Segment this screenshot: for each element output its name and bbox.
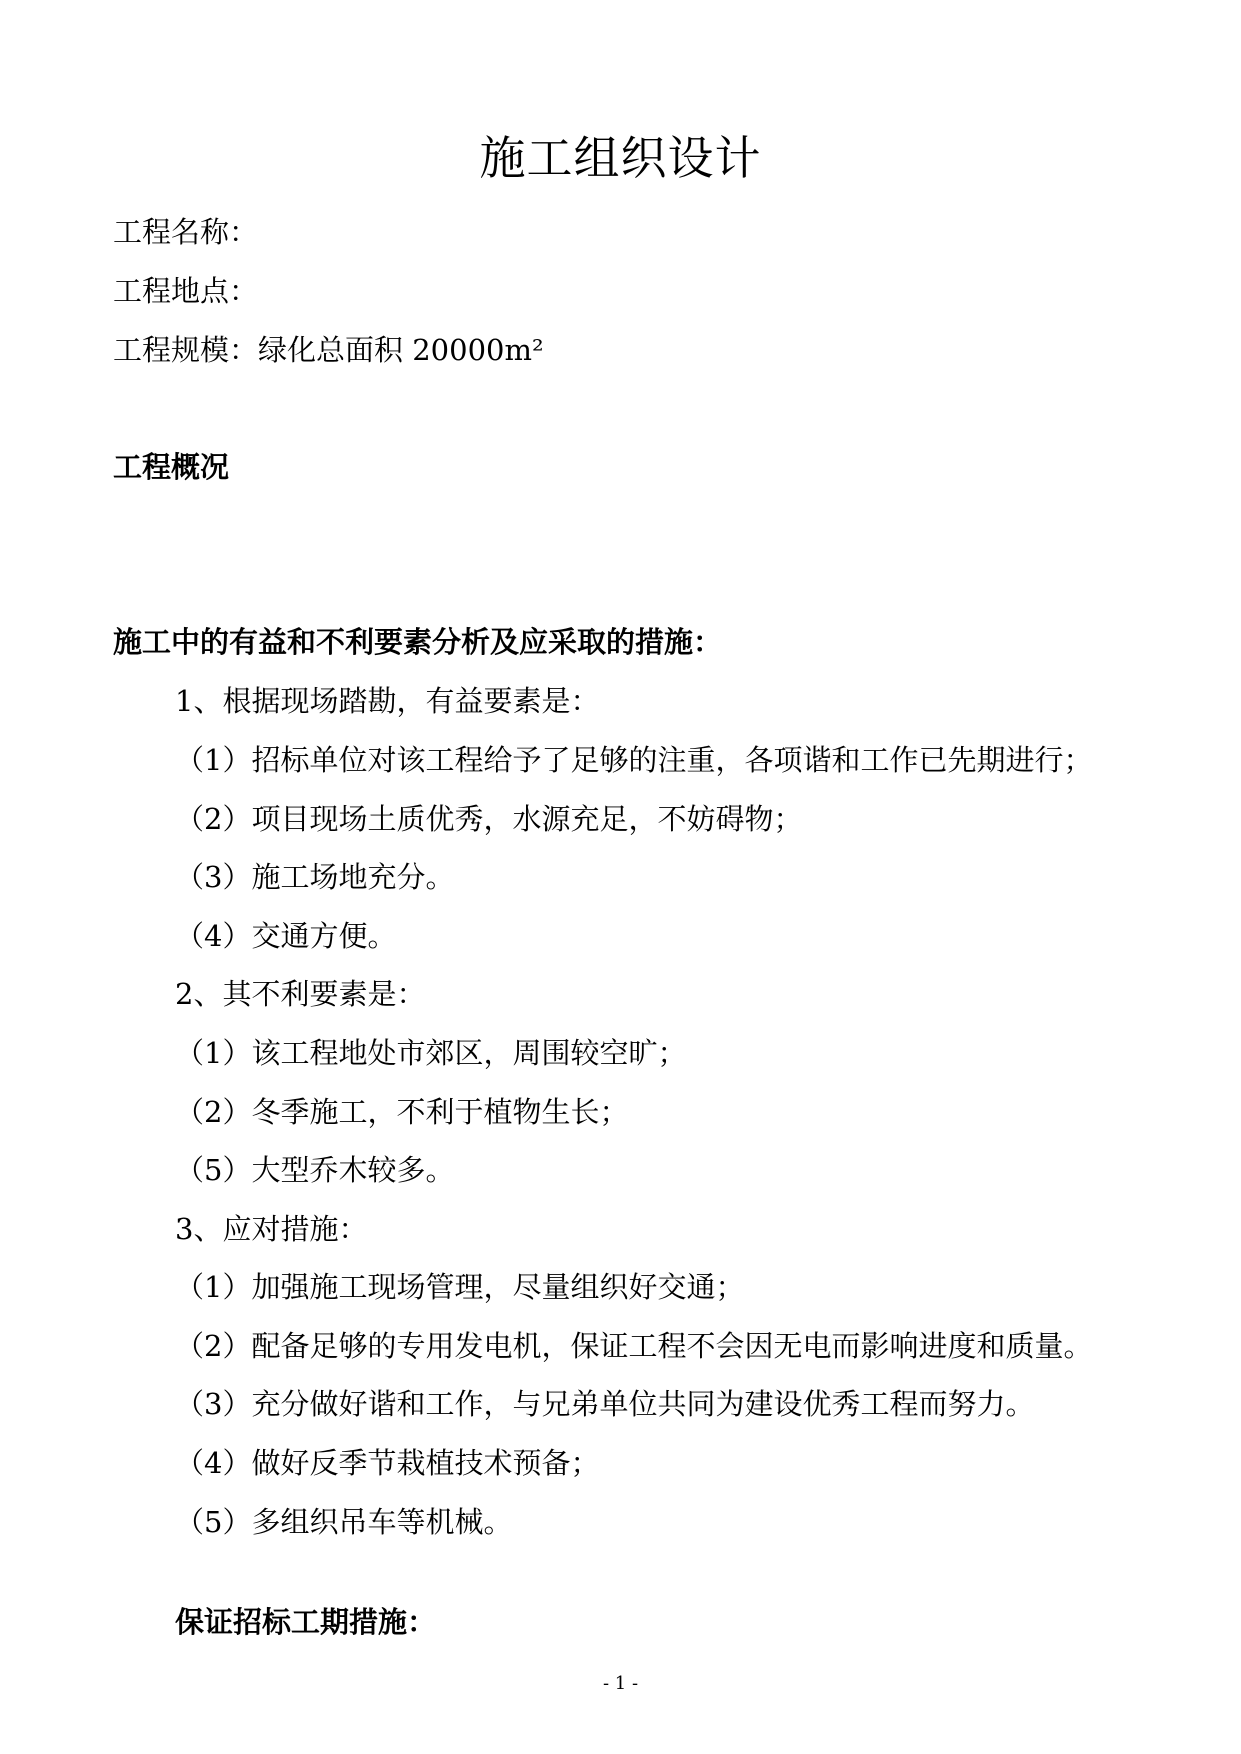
measures-heading: 3、应对措施： [175, 1212, 368, 1246]
section-heading-schedule: 保证招标工期措施： [175, 1605, 437, 1639]
favorable-item: （2）项目现场土质优秀，水源充足，不妨碍物； [175, 802, 803, 836]
project-scale-value: 绿化总面积 20000m² [258, 333, 544, 367]
project-scale-label: 工程规模： [113, 333, 259, 367]
measures-item: （4）做好反季节栽植技术预备； [175, 1446, 600, 1480]
unfavorable-item: （2）冬季施工，不利于植物生长； [175, 1095, 629, 1129]
measures-item: （2）配备足够的专用发电机，保证工程不会因无电而影响进度和质量。 [175, 1329, 1093, 1363]
measures-item: （5）多组织吊车等机械。 [175, 1505, 513, 1539]
document-title: 施工组织设计 [479, 131, 762, 185]
measures-item: （1）加强施工现场管理，尽量组织好交通； [175, 1270, 745, 1304]
unfavorable-heading: 2、其不利要素是： [175, 977, 426, 1011]
favorable-heading: 1、根据现场踏勘，有益要素是： [175, 684, 600, 718]
section-heading-analysis: 施工中的有益和不利要素分析及应采取的措施： [113, 625, 723, 659]
section-heading-overview: 工程概况 [113, 450, 230, 484]
page-number: - 1 - [602, 1673, 639, 1694]
unfavorable-item: （1）该工程地处市郊区，周围较空旷； [175, 1036, 687, 1070]
favorable-item: （3）施工场地充分。 [175, 860, 455, 894]
favorable-item: （4）交通方便。 [175, 919, 397, 953]
project-scale-line [113, 330, 544, 370]
project-name-label: 工程名称： [113, 215, 259, 249]
project-location-label: 工程地点： [113, 274, 259, 308]
measures-item: （3）充分做好谐和工作，与兄弟单位共同为建设优秀工程而努力。 [175, 1387, 1035, 1421]
unfavorable-item: （5）大型乔木较多。 [175, 1153, 455, 1187]
favorable-item: （1）招标单位对该工程给予了足够的注重，各项谐和工作已先期进行； [175, 743, 1093, 777]
